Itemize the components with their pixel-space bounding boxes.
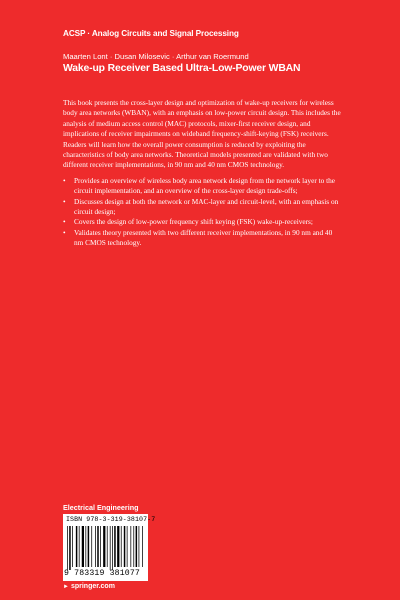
book-title: Wake-up Receiver Based Ultra-Low-Power WBAN	[63, 63, 301, 74]
feature-item	[63, 176, 341, 197]
barcode-digits: 9 783319 381077	[64, 569, 140, 578]
website-url: springer.com	[70, 583, 115, 590]
barcode-icon	[67, 526, 144, 570]
authors: Maarten Lont · Dusan Milosevic · Arthur van Roermund	[63, 52, 249, 61]
feature-item	[63, 217, 341, 227]
feature-item	[63, 197, 341, 218]
book-description: This book presents the cross-layer design and optimization of wake-up receivers for wireless body area networks (WBAN), with an emphasis on low-power circuit design. This includes the analysis of medium access control (MAC) protocols, mixer-first receiver design, and implications of receiver impairments on wideband frequency-shift-keying (FSK) receivers. Readers will learn how the overall power consumption is reduced by exploiting the characteristics of body area networks. Theoretical models presented are validated with two different receiver implementations, in 90 nm and 40 nm CMOS technology.	[63, 98, 341, 170]
isbn-barcode	[63, 514, 156, 581]
feature-text: Covers the design of low-power frequency shift keying (FSK) wake-up-receivers;	[74, 217, 313, 227]
bullet-icon: •	[63, 217, 66, 227]
feature-text: Provides an overview of wireless body area network design from the network layer to the circuit implementation, and an overview of the cross-layer design trade-offs;	[74, 175, 335, 196]
feature-text: Validates theory presented with two different receiver implementations, in 90 nm and 40 nm CMOS technology.	[74, 227, 333, 248]
bullet-icon: •	[63, 175, 66, 185]
bullet-icon: •	[63, 227, 66, 237]
isbn-label: ISBN 978-3-319-38107-7	[66, 516, 156, 523]
feature-text: Discusses design at both the network or MAC-layer and circuit-level, with an emphasis on circuit design;	[74, 196, 339, 217]
feature-item	[63, 228, 341, 249]
subject-category: Electrical Engineering	[63, 503, 139, 512]
series-name: ACSP · Analog Circuits and Signal Processing	[63, 29, 239, 38]
book-description-block	[63, 98, 341, 249]
feature-list	[63, 176, 341, 249]
arrow-right-icon: ►	[63, 584, 69, 590]
bullet-icon: •	[63, 196, 66, 206]
publisher-website[interactable]	[63, 583, 115, 590]
